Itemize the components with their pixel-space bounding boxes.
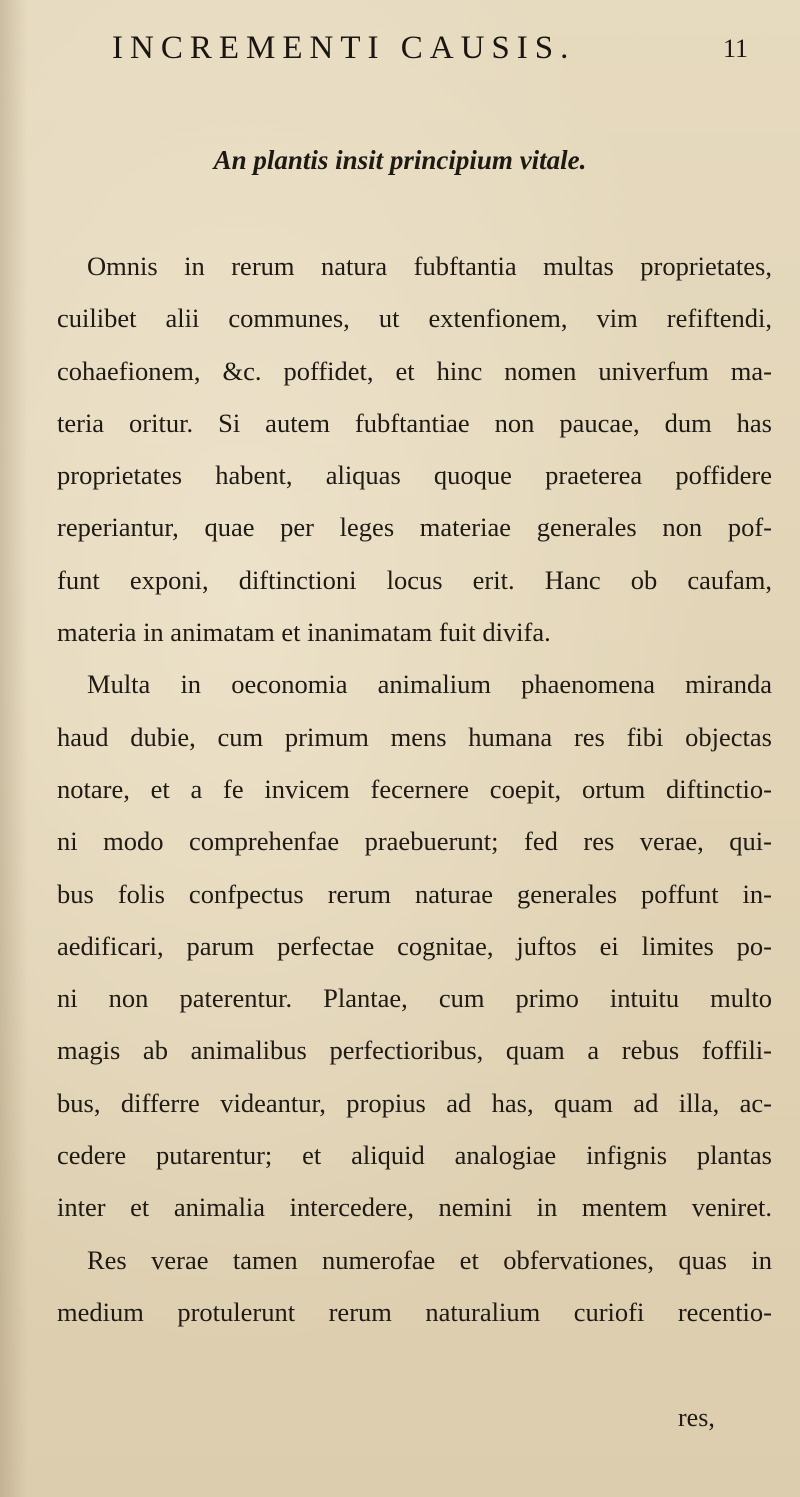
text-line: inter et animalia intercedere, nemini in mentem veniret. — [57, 1192, 772, 1223]
page-gutter-shadow — [0, 0, 28, 1497]
text-line: Res verae tamen numerofae et obfervationes, quas in — [87, 1244, 772, 1275]
text-line: cedere putarentur; et aliquid analogiae infignis plantas — [57, 1140, 772, 1171]
text-line: haud dubie, cum primum mens humana res fibi objectas — [57, 721, 772, 752]
text-line: magis ab animalibus perfectioribus, quam a rebus foffili- — [57, 1035, 772, 1066]
text-line: Omnis in rerum natura fubftantia multas proprietates, — [87, 251, 772, 281]
running-head — [0, 30, 800, 70]
text-line: reperiantur, quae per leges materiae generales non pof- — [57, 512, 772, 543]
text-line: cohaefionem, &c. poffidet, et hinc nomen univerfum ma- — [57, 355, 772, 386]
running-title: INCREMENTI CAUSIS. — [112, 30, 576, 66]
catchword: res, — [678, 1403, 715, 1432]
page-number: 11 — [723, 34, 749, 63]
text-line: proprietates habent, aliquas quoque praeterea poffidere — [57, 460, 772, 491]
text-line: teria oritur. Si autem fubftantiae non paucae, dum has — [57, 407, 772, 438]
text-line: cuilibet alii communes, ut extenfionem, vim refiftendi, — [57, 303, 772, 334]
text-line: aedificari, parum perfectae cognitae, juftos ei limites po- — [57, 930, 772, 961]
text-line: ni non paterentur. Plantae, cum primo intuitu multo — [57, 983, 772, 1014]
text-line: Multa in oeconomia animalium phaenomena miranda — [87, 669, 772, 700]
text-line: bus folis confpectus rerum naturae generales poffunt in- — [57, 878, 772, 909]
text-line: notare, et a fe invicem fecernere coepit, ortum diftinctio- — [57, 773, 772, 804]
text-line: medium protulerunt rerum naturalium curiofi recentio- — [57, 1296, 772, 1327]
text-line: bus, differre videantur, propius ad has, quam ad illa, ac- — [57, 1087, 772, 1118]
section-heading: An plantis insit principium vitale. — [213, 145, 587, 175]
body-text — [57, 240, 772, 1338]
text-line: funt exponi, diftinctioni locus erit. Hanc ob caufam, — [57, 564, 772, 595]
text-line: ni modo comprehenfae praebuerunt; fed res verae, qui- — [57, 826, 772, 857]
text-line: materia in animatam et inanimatam fuit divifa. — [57, 617, 551, 648]
